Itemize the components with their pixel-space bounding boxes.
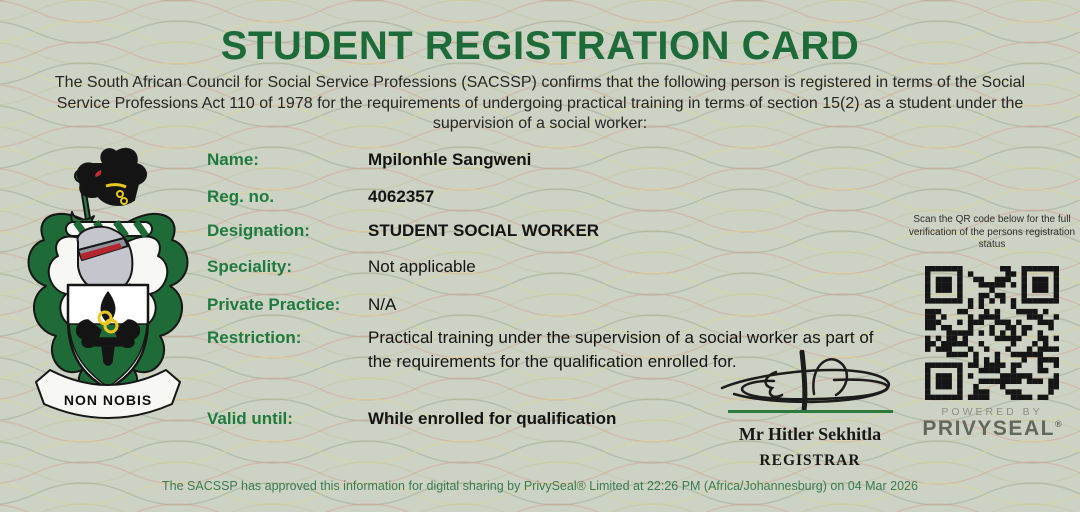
field-label: Speciality:: [207, 257, 293, 276]
registered-mark: ®: [1054, 419, 1062, 429]
field-value: STUDENT SOCIAL WORKER: [368, 221, 600, 240]
registrar-name: Mr Hitler Sekhitla: [738, 424, 882, 444]
field-value: While enrolled for qualification: [368, 409, 617, 428]
field-value: Mpilonhle Sangweni: [368, 150, 532, 169]
registrar-title: REGISTRAR: [759, 452, 861, 469]
field-label: Restriction:: [207, 328, 302, 347]
field-row: [207, 255, 896, 279]
field-label: Designation:: [207, 221, 310, 240]
footer-note: The SACSSP has approved this information for digital sharing by PrivySeal® Limited at 22:26 PM (Africa/Johannesburg) on 04 Mar 2026: [162, 479, 918, 493]
intro-text: The South African Council for Social Service Professions (SACSSP) confirms that the following person is registered in terms of the Social Service Professions Act 110 of 1978 for the requirements of undergoing practical training in terms of section 15(2) as a student under the supervision of a social worker:: [54, 74, 1026, 132]
field-label: Reg. no.: [207, 187, 275, 206]
field-label: Private Practice:: [207, 295, 341, 314]
field-value: Practical training under the supervision of a social worker as part of the requirements for the qualification enrolled for.: [368, 328, 874, 371]
field-row: [207, 293, 896, 317]
crest-motto: NON NOBIS: [63, 392, 153, 408]
qr-code: [925, 266, 1059, 400]
sacssp-coat-of-arms: [8, 142, 208, 422]
field-value: N/A: [368, 295, 397, 314]
page-title: STUDENT REGISTRATION CARD: [220, 24, 860, 68]
qr-caption: Scan the QR code below for the full verification of the persons registration status: [908, 214, 1076, 250]
field-label: Name:: [207, 150, 259, 169]
field-value: Not applicable: [368, 257, 476, 276]
signature-line: [728, 410, 893, 413]
powered-by-label: POWERED BY: [941, 406, 1043, 418]
field-row: [207, 185, 896, 209]
field-row: [207, 148, 896, 172]
privyseal-wordmark: PRIVYSEAL: [922, 417, 1055, 440]
field-row: [207, 219, 896, 243]
field-value: 4062357: [368, 187, 435, 206]
field-label: Valid until:: [207, 409, 293, 428]
qr-section: [908, 214, 1076, 464]
signature-scribble: [714, 350, 909, 410]
privyseal-brand: [908, 417, 1076, 441]
signature-block: [700, 350, 920, 480]
